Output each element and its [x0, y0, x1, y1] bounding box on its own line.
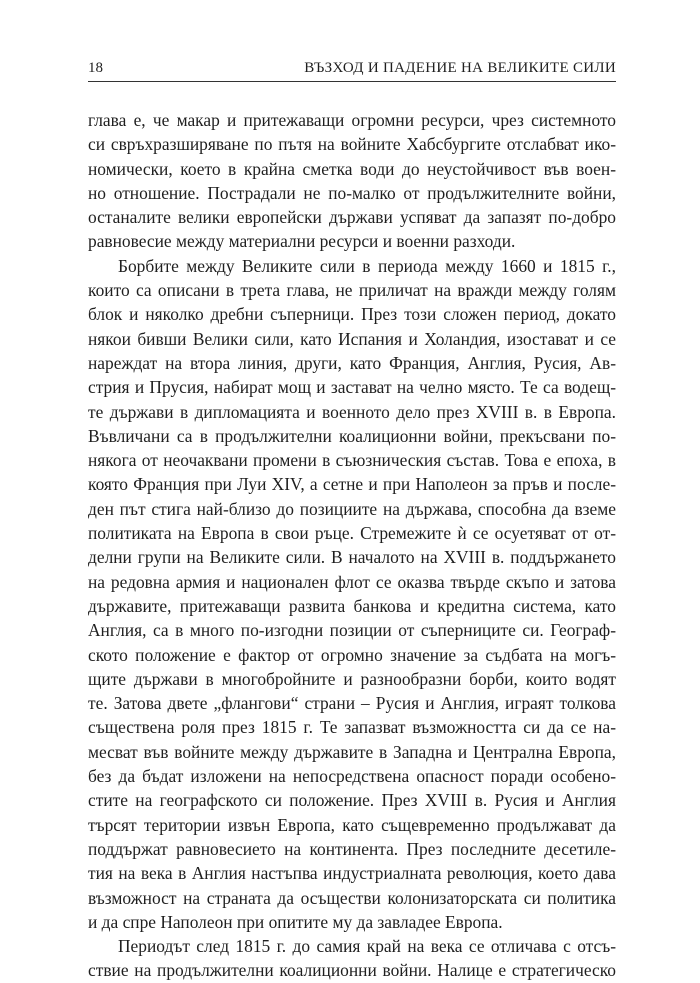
- text-line: си свръхразширяване по пътя на войните Хабсбургите отслабват ико-: [88, 134, 616, 155]
- text-line: възможност на страната да осъществи колонизаторската си политика: [88, 887, 616, 908]
- text-line: останалите велики европейски държави успяват да запазят по-добро: [88, 207, 616, 228]
- text-line: политиката на Европа в свои ръце. Стремежите ѝ се осуетяват от от-: [88, 523, 616, 544]
- text-line: щите държави в многобройните и разнообразни борби, които водят: [88, 668, 616, 689]
- text-line: блок и няколко дребни съперници. През този сложен период, докато: [88, 304, 616, 325]
- text-line: държавите, притежаващи развита банкова и кредитна система, като: [88, 595, 616, 616]
- text-line: и да спре Наполеон при опитите му да завладее Европа.: [88, 911, 503, 932]
- text-line: но отношение. Пострадали не по-малко от продължителните войни,: [88, 182, 616, 203]
- page-number: 18: [88, 60, 103, 76]
- text-line: глава е, че макар и притежаващи огромни ресурси, чрез системното: [88, 110, 616, 130]
- text-line: месват във войните между държавите в Западна и Централна Европа,: [88, 741, 616, 762]
- text-line: номически, което в крайна сметка води до неустойчивост във воен-: [88, 158, 616, 179]
- text-line: търсят територии извън Европа, като същевременно продължават да: [88, 814, 616, 835]
- body-text: [88, 108, 616, 983]
- text-line: делни групи на Великите сили. В началото на XVIII в. поддържането: [88, 547, 616, 568]
- header-rule: [88, 81, 616, 82]
- text-line: те държави в дипломацията и военното дело през XVIII в. в Европа.: [88, 401, 616, 422]
- text-line: поддържат равновесието на континента. През последните десетиле-: [88, 838, 616, 859]
- paragraph-start-line: Периодът след 1815 г. до самия край на века се отличава с отсъ-: [118, 936, 616, 957]
- text-line: равновесие между материални ресурси и военни разходи.: [88, 231, 516, 252]
- text-line: стите на географското си положение. През XVIII в. Русия и Англия: [88, 790, 616, 811]
- text-line: без да бъдат изложени на непосредствена опасност поради особено-: [88, 766, 616, 787]
- text-line: нареждат на втора линия, други, като Франция, Англия, Русия, Ав-: [88, 352, 616, 373]
- text-line: които са описани в трета глава, не приличат на вражди между голям: [88, 280, 616, 301]
- text-line: Въвличани са в продължителни коалиционни войни, прекъсвани по-: [88, 425, 616, 446]
- text-line: ден път стига най-близо до позициите на държава, способна да вземе: [88, 498, 616, 519]
- text-line: някои бивши Велики сили, като Испания и Холандия, изостават и се: [88, 328, 616, 349]
- text-line: тия на века в Англия настъпва индустриалната революция, което дава: [88, 863, 616, 884]
- running-title: ВЪЗХОД И ПАДЕНИЕ НА ВЕЛИКИТЕ СИЛИ: [304, 60, 616, 76]
- text-line: някога от неочаквани промени в съюзническия състав. Това е епоха, в: [88, 450, 616, 471]
- text-line: съществена роля през 1815 г. Те запазват възможността си да се на-: [88, 717, 616, 738]
- text-line: която Франция при Луи XIV, а сетне и при Наполеон за пръв и после-: [88, 474, 616, 495]
- paragraph-start-line: Борбите между Великите сили в периода между 1660 и 1815 г.,: [118, 255, 616, 276]
- text-line: те. Затова двете „флангови“ страни – Русия и Англия, играят толкова: [88, 693, 616, 714]
- running-header: [88, 58, 616, 78]
- text-line: стрия и Прусия, набират мощ и застават на челно място. Те са водещ-: [88, 377, 616, 398]
- text-line: Англия, са в много по-изгодни позиции от съперниците си. Географ-: [88, 620, 616, 641]
- text-line: ствие на продължителни коалиционни войни. Налице е стратегическо: [88, 960, 616, 981]
- text-line: на редовна армия и национален флот се оказва твърде скъпо и затова: [88, 571, 616, 592]
- text-line: ското положение е фактор от огромно значение за съдбата на могъ-: [88, 644, 616, 665]
